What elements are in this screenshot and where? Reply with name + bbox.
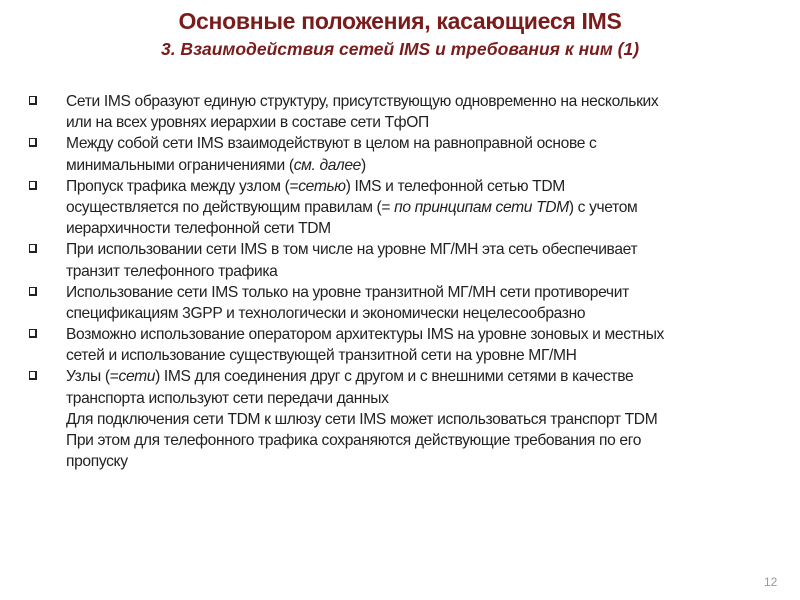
text: Сети IMS образуют единую структуру, присутствующую одновременно на нескольких: [66, 93, 659, 110]
list-item-line: [0, 303, 800, 324]
checkbox-square-icon: [29, 181, 37, 190]
list-item: [0, 282, 800, 324]
text: или на всех уровнях иерархии в составе сети ТфОП: [66, 114, 429, 132]
list-item-line: [0, 133, 800, 154]
text: сетей и использование существующей транзитной сети на уровне МГ/МН: [66, 347, 577, 365]
list-item: [0, 366, 800, 472]
italic-text: по принципам сети TDM: [394, 198, 569, 216]
list-item-line: [0, 451, 800, 472]
list-item-line: [0, 324, 800, 345]
checkbox-square-icon: [29, 371, 37, 380]
list-item-line: [0, 91, 800, 112]
list-item: [0, 91, 800, 133]
bullet-list: [0, 91, 800, 472]
list-item-line: [0, 409, 800, 430]
checkbox-square-icon: [29, 138, 37, 147]
list-item: [0, 176, 800, 240]
text: При использовании сети IMS в том числе на уровне МГ/МН эта сеть обеспечивает: [66, 241, 638, 259]
text: минимальными ограничениями (: [66, 156, 294, 174]
list-item: [0, 324, 800, 366]
list-item: [0, 239, 800, 281]
text: иерархичности телефонной сети TDM: [66, 220, 331, 238]
text: Между собой сети IMS взаимодействуют в целом на равноправной основе с: [66, 135, 597, 153]
slide-title: Основные положения, касающиеся IMS: [178, 8, 622, 34]
page-number: 12: [764, 575, 778, 589]
list-item-line: [0, 176, 800, 197]
list-item-line: [0, 388, 800, 409]
text: Узлы (=: [66, 368, 119, 386]
list-item-line: [0, 345, 800, 366]
slide-subtitle: 3. Взаимодействия сетей IMS и требования к ним (1): [160, 39, 640, 59]
list-item-line: [0, 282, 800, 303]
list-item-line: [0, 366, 800, 387]
text: ) IMS и телефонной сетью TDM: [345, 177, 565, 195]
list-item-line: [0, 155, 800, 176]
checkbox-square-icon: [29, 96, 37, 105]
text: ) с учетом: [568, 198, 638, 216]
list-item-line: [0, 261, 800, 282]
text: спецификациям 3GPP и технологически и экономически нецелесообразно: [66, 304, 586, 322]
list-item-line: [0, 430, 800, 451]
italic-text: сетью: [298, 177, 346, 195]
text: осуществляется по действующим правилам (=: [66, 198, 395, 216]
list-item: [0, 133, 800, 175]
text: пропуску: [66, 453, 128, 471]
text: ): [360, 156, 366, 174]
text: ) IMS для соединения друг с другом и с внешними сетями в качестве: [155, 368, 634, 386]
text: Пропуск трафика между узлом (=: [66, 177, 299, 195]
text: Для подключения сети TDM к шлюзу сети IMS может использоваться транспорт TDM: [66, 410, 658, 428]
checkbox-square-icon: [29, 329, 37, 338]
list-item-line: [0, 197, 800, 218]
italic-text: см. далее: [293, 156, 361, 174]
text: транспорта используют сети передачи данных: [66, 389, 389, 407]
text: Возможно использование оператором архитектуры IMS на уровне зоновых и местных: [66, 326, 665, 344]
list-item-line: [0, 239, 800, 260]
text: При этом для телефонного трафика сохраняются действующие требования по его: [66, 432, 642, 449]
text: Использование сети IMS только на уровне транзитной МГ/МН сети противоречит: [66, 283, 629, 301]
text: транзит телефонного трафика: [66, 262, 278, 280]
italic-text: сети: [118, 368, 156, 386]
list-item-line: [0, 218, 800, 239]
checkbox-square-icon: [29, 287, 37, 296]
checkbox-square-icon: [29, 244, 37, 253]
list-item-line: [0, 112, 800, 133]
